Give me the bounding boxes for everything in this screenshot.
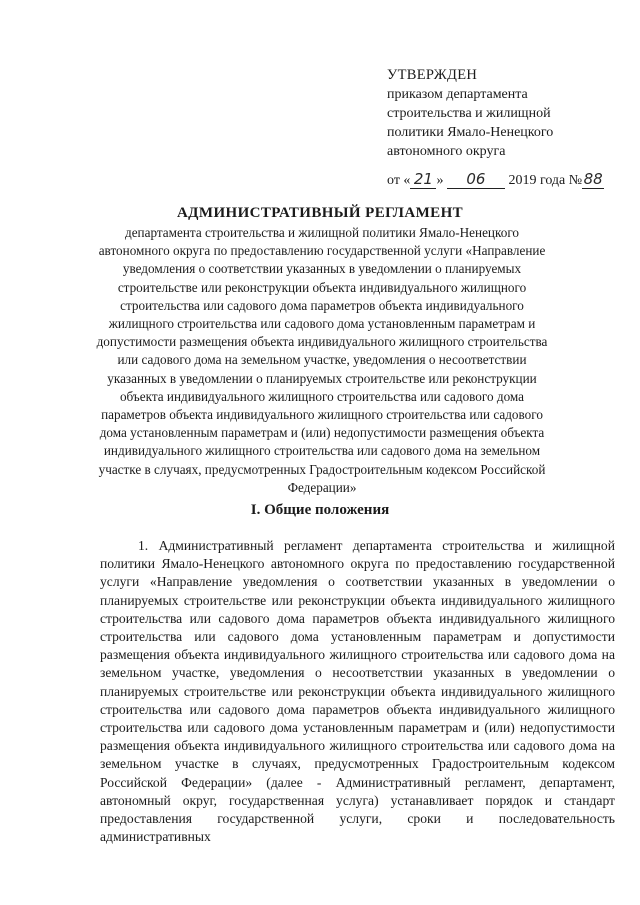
approval-line-1: приказом департамента [387,87,528,102]
order-day: 21 [410,170,436,189]
order-number: 88 [583,170,603,188]
approval-stamp [387,66,627,161]
document-subtitle: департамента строительства и жилищной политики Ямало-Ненецкого автономного округа по предоставлению государственной услуги «Направление уведомления о соответствии указанных в уведомлении о планируемых строительстве или реконструкции объекта индивидуального жилищного строительства или садового дома параметров объекта индивидуального жилищного строительства или садового дома установленным параметрам и допустимости размещения объекта индивидуального жилищного строительства или садового дома на земельном участке, уведомления о несоответствии указанных в уведомлении о планируемых строительстве или реконструкции объекта индивидуального жилищного строительства или садового дома параметров объекта индивидуального жилищного строительства или садового дома установленным параметрам и (или) недопустимости размещения объекта индивидуального жилищного строительства или садового дома на земельном участке в случаях, предусмотренных Градостроительным кодексом Российской Федерации» [96,225,548,495]
order-prefix: от « [387,173,411,188]
order-day-close: » [436,173,444,188]
paragraph-1: 1. Административный регламент департамента строительства и жилищной политики Ямало-Ненецкого автономного округа по предоставлению государственной услуги «Направление уведомления о соответствии указанных в уведомлении о планируемых строительстве или реконструкции объекта индивидуального жилищного строительства или садового дома параметров объекта индивидуального жилищного строительства или садового дома установленным параметрам и допустимости размещения объекта индивидуального жилищного строительства или садового дома на земельном участке, уведомления о несоответствии указанных в уведомлении о планируемых строительстве или реконструкции объекта индивидуального жилищного строительства или садового дома параметров объекта индивидуального жилищного строительства или садового дома установленным параметрам и (или) недопустимости размещения объекта индивидуального жилищного строительства или садового дома на земельном участке в случаях, предусмотренных Градостроительным кодексом Российской Федерации» (далее - Административный регламент, департамент, автономный округ, государственная услуга) устанавливает порядок и стандарт предоставления государственной услуги, сроки и последовательность административных [100,538,615,845]
approval-heading: УТВЕРЖДЕН [387,67,478,83]
order-month: 06 [447,170,505,189]
approval-line-3: политики Ямало-Ненецкого [387,125,554,140]
approval-line-4: автономного округа [387,144,506,159]
approval-line-2: строительства и жилищной [387,106,551,121]
order-date-number [387,170,604,189]
order-year: 2019 года № [508,173,583,188]
document-title: АДМИНИСТРАТИВНЫЙ РЕГЛАМЕНТ [176,205,464,221]
section-heading: I. Общие положения [250,502,390,518]
